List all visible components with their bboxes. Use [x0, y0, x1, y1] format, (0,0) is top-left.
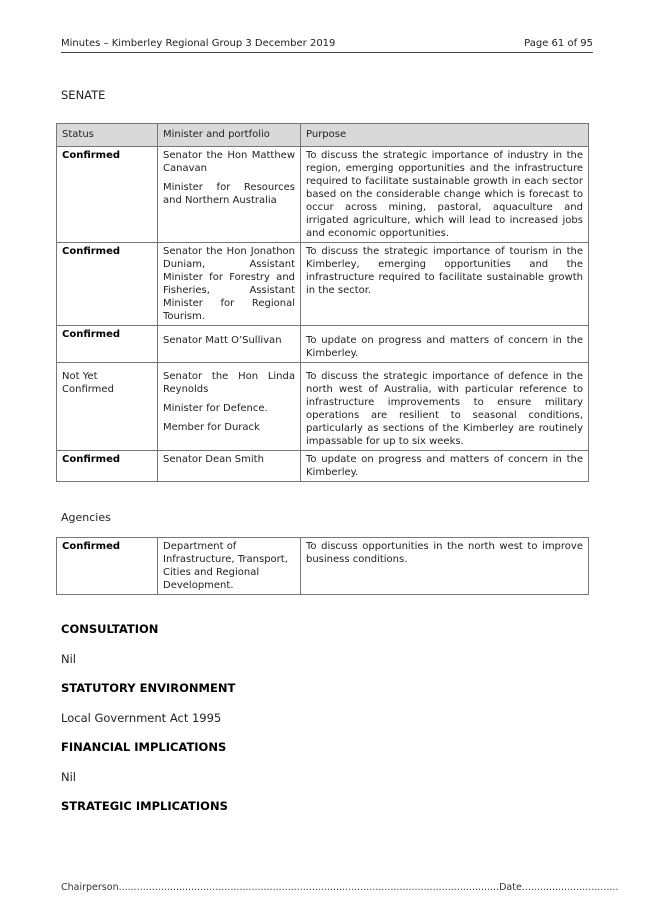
minister-line: Minister for Defence. [163, 403, 268, 414]
row-status: Confirmed [57, 243, 158, 326]
minister-line: Senator the Hon Jonathon Duniam, Assistant Minister for Forestry and Fisheries, Assistant Minister for Regional Tourism. [163, 246, 295, 322]
table-row [57, 326, 589, 363]
consultation-heading: CONSULTATION [61, 622, 159, 636]
table-header-row [57, 124, 589, 147]
row-purpose: To discuss opportunities in the north west to improve business conditions. [301, 538, 589, 595]
table-row [57, 451, 589, 482]
table-row [57, 538, 589, 595]
row-purpose: To discuss the strategic importance of defence in the north west of Australia, with particular reference to infrastructure improvements to ensure military operations are resilient to seasonal conditions, particularly as sections of the Kimberley are routinely impassable for up to six weeks. [301, 363, 589, 451]
statutory-text: Local Government Act 1995 [61, 711, 222, 725]
minister-line: Senator Matt O’Sullivan [163, 335, 282, 346]
row-status: Confirmed [57, 147, 158, 243]
page-header [61, 38, 593, 53]
financial-text: Nil [61, 770, 76, 784]
header-title: Minutes – Kimberley Regional Group 3 December 2019 [61, 38, 336, 49]
minister-line: Member for Durack [163, 422, 260, 433]
page-number: Page 61 of 95 [524, 38, 593, 49]
table-row [57, 147, 589, 243]
table-row [57, 363, 589, 451]
agencies-table [56, 537, 589, 595]
row-purpose: To discuss the strategic importance of industry in the region, emerging opportunities and the infrastructure required to facilitate sustainable growth in each sector based on the considerable change which is forecast to occur across mining, pastoral, aquaculture and irrigated agriculture, which will lead to increased jobs and economic opportunities. [301, 147, 589, 243]
row-minister [158, 147, 301, 243]
row-purpose: To update on progress and matters of concern in the Kimberley. [301, 451, 589, 482]
statutory-heading: STATUTORY ENVIRONMENT [61, 681, 236, 695]
row-minister: Department of Infrastructure, Transport, Cities and Regional Development. [158, 538, 301, 595]
minister-line: Minister for Resources and Northern Australia [163, 182, 295, 206]
consultation-text: Nil [61, 652, 76, 666]
table-row [57, 243, 589, 326]
row-minister [158, 326, 301, 363]
row-minister [158, 363, 301, 451]
row-purpose: To update on progress and matters of concern in the Kimberley. [301, 326, 589, 363]
column-header-purpose: Purpose [301, 124, 589, 147]
row-status: Confirmed [57, 326, 158, 363]
row-status: Confirmed [57, 451, 158, 482]
minister-line: Senator the Hon Linda Reynolds [163, 371, 295, 395]
row-status: Not Yet Confirmed [57, 363, 158, 451]
senate-table [56, 123, 589, 482]
row-minister [158, 243, 301, 326]
row-purpose: To discuss the strategic importance of tourism in the Kimberley, emerging opportunities and the infrastructure required to facilitate sustainable growth in the sector. [301, 243, 589, 326]
signature-line: Chairperson..............................................................................................................................Date................................ [61, 882, 619, 893]
agencies-label: Agencies [61, 511, 111, 524]
row-minister [158, 451, 301, 482]
senate-heading: SENATE [61, 88, 106, 102]
minister-line: Senator the Hon Matthew Canavan [163, 150, 295, 174]
minister-line: Senator Dean Smith [163, 454, 264, 465]
column-header-minister: Minister and portfolio [158, 124, 301, 147]
column-header-status: Status [57, 124, 158, 147]
row-status: Confirmed [57, 538, 158, 595]
financial-heading: FINANCIAL IMPLICATIONS [61, 740, 227, 754]
strategic-heading: STRATEGIC IMPLICATIONS [61, 799, 228, 813]
